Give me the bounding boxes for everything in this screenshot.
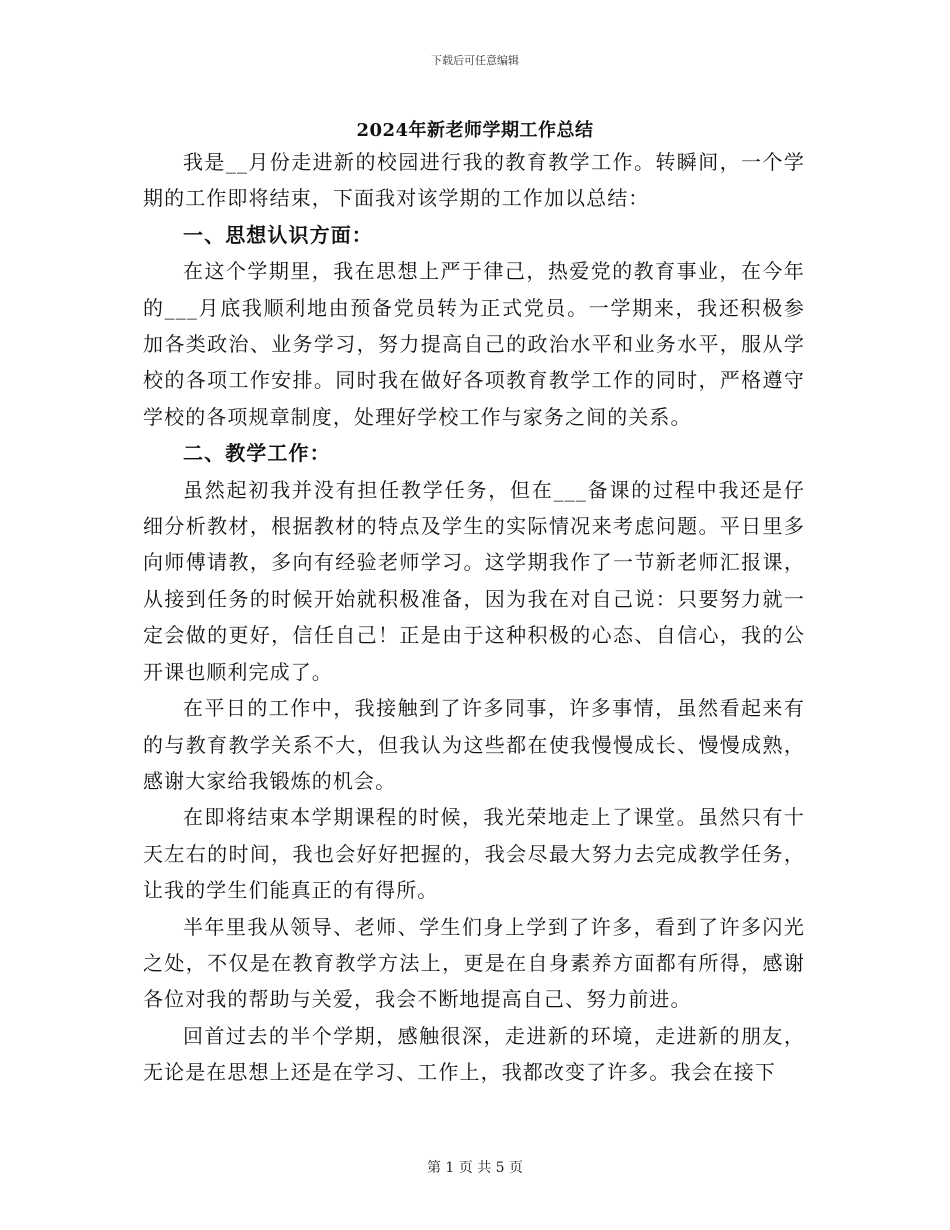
document-title: 2024年新老师学期工作总结 bbox=[356, 120, 594, 141]
reflection-paragraph: 回首过去的半个学期，感触很深，走进新的环境，走进新的朋友，无论是在思想上还是在学习、工作上，我都改变了许多。我会在接下 bbox=[143, 1023, 805, 1085]
learning-paragraph: 半年里我从领导、老师、学生们身上学到了许多，看到了许多闪光之处，不仅是在教育教学方法上，更是在自身素养方面都有所得，感谢各位对我的帮助与关爱，我会不断地提高自己、努力前进。 bbox=[143, 914, 805, 1012]
intro-paragraph: 我是__月份走进新的校园进行我的教育教学工作。转瞬间，一个学期的工作即将结束，下面我对该学期的工作加以总结： bbox=[143, 150, 805, 211]
page-number-footer: 第 1 页 共 5 页 bbox=[426, 1160, 524, 1176]
thinking-paragraph: 在这个学期里，我在思想上严于律己，热爱党的教育事业，在今年的___月底我顺利地由预备党员转为正式党员。一学期来，我还积极参加各类政治、业务学习，努力提高自己的政治水平和业务水平，服从学校的各项工作安排。同时我在做好各项教育教学工作的同时，严格遵守学校的各项规章制度，处理好学校工作与家务之间的关系。 bbox=[143, 259, 805, 429]
document-body bbox=[143, 144, 805, 1091]
daily-work-paragraph: 在平日的工作中，我接触到了许多同事，许多事情，虽然看起来有的与教育教学关系不大，但我认为这些都在使我慢慢成长、慢慢成熟，感谢大家给我锻炼的机会。 bbox=[143, 696, 805, 793]
page-header-note: 下载后可任意编辑 bbox=[431, 54, 519, 67]
teaching-paragraph: 虽然起初我并没有担任教学任务，但在___备课的过程中我还是仔细分析教材，根据教材的特点及学生的实际情况来考虑问题。平日里多向师傅请教，多向有经验老师学习。这学期我作了一节新老师汇报课，从接到任务的时候开始就积极准备，因为我在对自己说：只要努力就一定会做的更好，信任自己！正是由于这种积极的心态、自信心，我的公开课也顺利完成了。 bbox=[143, 477, 805, 684]
section-heading-thinking: 一、思想认识方面： bbox=[183, 222, 373, 247]
section-heading-teaching: 二、教学工作： bbox=[183, 441, 331, 466]
classroom-paragraph: 在即将结束本学期课程的时候，我光荣地走上了课堂。虽然只有十天左右的时间，我也会好好把握的，我会尽最大努力去完成教学任务，让我的学生们能真正的有得所。 bbox=[143, 805, 805, 903]
